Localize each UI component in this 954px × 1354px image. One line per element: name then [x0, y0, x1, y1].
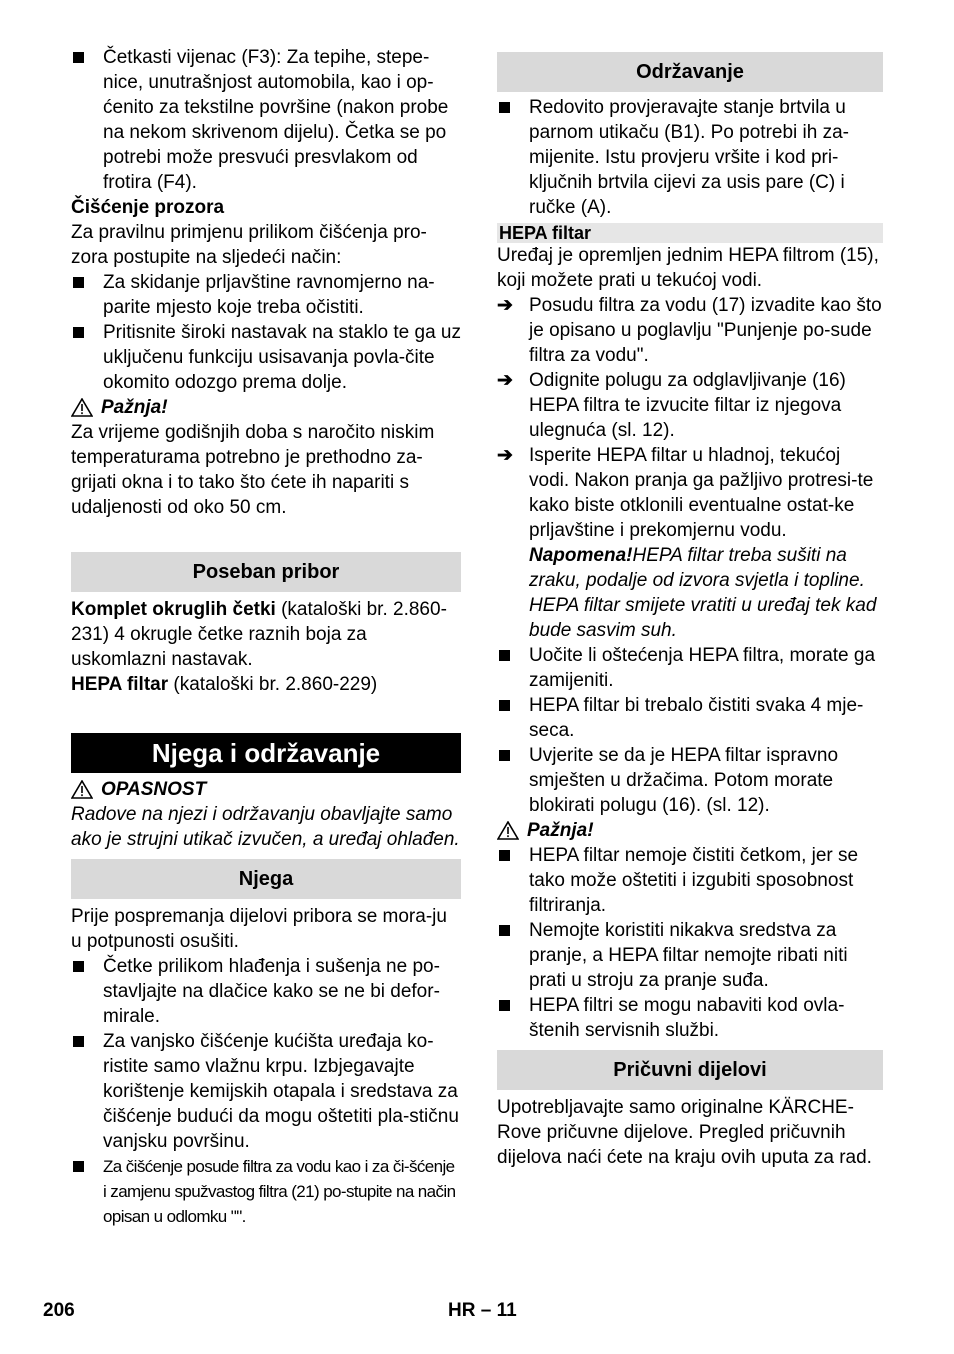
accessory-name: Komplet okruglih četki — [71, 599, 276, 620]
chapter-title-care-maintenance: Njega i održavanje — [71, 733, 461, 773]
paragraph — [71, 672, 461, 697]
paragraph: Za pravilnu primjenu prilikom čišćenja pro-zora postupite na sljedeći način: — [71, 222, 427, 268]
list-item: HEPA filtar bi trebalo čistiti svaka 4 mje-seca. — [497, 693, 883, 743]
accessory-text: (kataloški br. 2.860-231) 4 okrugle četke raznih boja za uskomlazni nastavak. — [71, 599, 447, 670]
warning-label: Pažnja! — [527, 820, 594, 841]
list-item: Uvjerite se da je HEPA filtar ispravno smješten u držačima. Potom morate blokirati polugu (16). (sl. 12). — [497, 743, 883, 818]
list-item: Za čišćenje posude filtra za vodu kao i za či-šćenje i zamjenu spužvastog filtra (21) po-stupite na način opisan u odlomku "". — [71, 1154, 461, 1229]
step-text: Odignite polugu za odglavljivanje (16) HEPA filtra te izvucite filtar iz njegova ulegnuća (sl. 12). — [529, 370, 846, 441]
list-item: Uočite li oštećenja HEPA filtra, morate ga zamijeniti. — [497, 643, 883, 693]
list-item: Redovito provjeravajte stanje brtvila u parnom utikaču (B1). Po potrebi ih za-mijenite. Istu provjeru vršite i kod pri-ključnih brtvila cijevi za usis pare (C) i ručke (A). — [497, 95, 883, 220]
step-text: Posudu filtra za vodu (17) izvadite kao što je opisano u poglavlju "Punjenje po-sude filtra za vodu". — [529, 295, 882, 366]
list-item: Četke prilikom hlađenja i sušenja ne po-stavljajte na dlačice kako se ne bi defor-mirale. — [71, 954, 461, 1029]
step-item — [497, 293, 883, 368]
note-label: Napomena! — [529, 545, 633, 566]
warning-label: Pažnja! — [101, 397, 168, 418]
list-item: HEPA filtri se mogu nabaviti kod ovla-štenih servisnih službi. — [497, 993, 883, 1043]
step-item — [497, 368, 883, 443]
paragraph: Upotrebljavajte samo originalne KÄRCHE-Rove pričuvne dijelove. Pregled pričuvnih dijelova naći ćete na kraju ovih uputa za rad. — [497, 1097, 872, 1168]
warning-caution — [71, 395, 461, 420]
paragraph: Za vrijeme godišnjih doba s naročito niskim temperaturama potrebno je prethodno za-grijati okna i to tako što ćete ih napariti s udaljenosti od oko 50 cm. — [71, 422, 435, 518]
section-title-care: Njega — [71, 859, 461, 899]
paragraph — [71, 597, 461, 672]
warning-triangle-icon — [497, 821, 519, 840]
paragraph: Radove na njezi i održavanju obavljajte samo ako je strujni utikač izvučen, a uređaj ohlađen. — [71, 804, 460, 850]
warning-danger — [71, 777, 461, 802]
warning-triangle-icon — [71, 780, 93, 799]
warning-caution — [497, 818, 883, 843]
right-column — [497, 45, 883, 1170]
warning-label: OPASNOST — [101, 779, 207, 800]
arrow-right-icon: ➔ — [497, 295, 513, 316]
step-text: Isperite HEPA filtar u hladnoj, tekućoj vodi. Nakon pranja ga pažljivo protresi-te kako biste otklonili eventualne ostat-ke prljavštine i prekomjernu vodu. — [529, 445, 874, 541]
paragraph: Uređaj je opremljen jednim HEPA filtrom (15), koji možete prati u tekućoj vodi. — [497, 245, 879, 291]
left-column — [71, 45, 461, 1229]
section-title-special-accessories: Poseban pribor — [71, 552, 461, 592]
list-item: Za vanjsko čišćenje kućišta uređaja ko-ristite samo vlažnu krpu. Izbjegavajte korištenje kemijskih otapala i sredstava za čišćenje budući da mogu oštetiti pla-stičnu vanjsku površinu. — [71, 1029, 461, 1154]
arrow-right-icon: ➔ — [497, 370, 513, 391]
step-item — [497, 443, 883, 543]
note — [497, 543, 883, 643]
list-item: HEPA filtar nemoje čistiti četkom, jer se tako može oštetiti i izgubiti sposobnost filtriranja. — [497, 843, 883, 918]
list-item: Četkasti vijenac (F3): Za tepihe, stepe-nice, unutrašnjost automobila, kao i op-ćenito za tekstilne površine (nakon probe na nekom skrivenom dijelu). Četka se po potrebi može presvući presvlakom od frotira (F4). — [71, 45, 461, 195]
list-item: Pritisnite široki nastavak na staklo te ga uz uključenu funkciju usisavanja povla-čite okomito odozgo prema dolje. — [71, 320, 461, 395]
arrow-right-icon: ➔ — [497, 445, 513, 466]
list-item: Za skidanje prljavštine ravnomjerno na-parite mjesto koje treba očistiti. — [71, 270, 461, 320]
warning-triangle-icon — [71, 398, 93, 417]
section-title-hepa-filter: HEPA filtar — [497, 223, 883, 243]
section-title-maintenance: Održavanje — [497, 52, 883, 92]
accessory-text: (kataloški br. 2.860-229) — [168, 674, 378, 695]
section-footer: HR – 11 — [448, 1300, 517, 1321]
page-number: 206 — [43, 1300, 75, 1321]
accessory-name: HEPA filtar — [71, 674, 169, 695]
section-heading-cleaning-windows: Čišćenje prozora — [71, 197, 225, 218]
list-item: Nemojte koristiti nikakva sredstva za pranje, a HEPA filtar nemojte ribati niti prati u stroju za pranje suđa. — [497, 918, 883, 993]
paragraph: Prije pospremanja dijelovi pribora se mora-ju u potpunosti osušiti. — [71, 906, 447, 952]
section-title-spare-parts: Pričuvni dijelovi — [497, 1050, 883, 1090]
note-text: HEPA filtar treba sušiti na zraku, podalje od izvora svjetla i topline. HEPA filtar smijete vratiti u uređaj tek kad bude sasvim suh. — [529, 545, 877, 641]
